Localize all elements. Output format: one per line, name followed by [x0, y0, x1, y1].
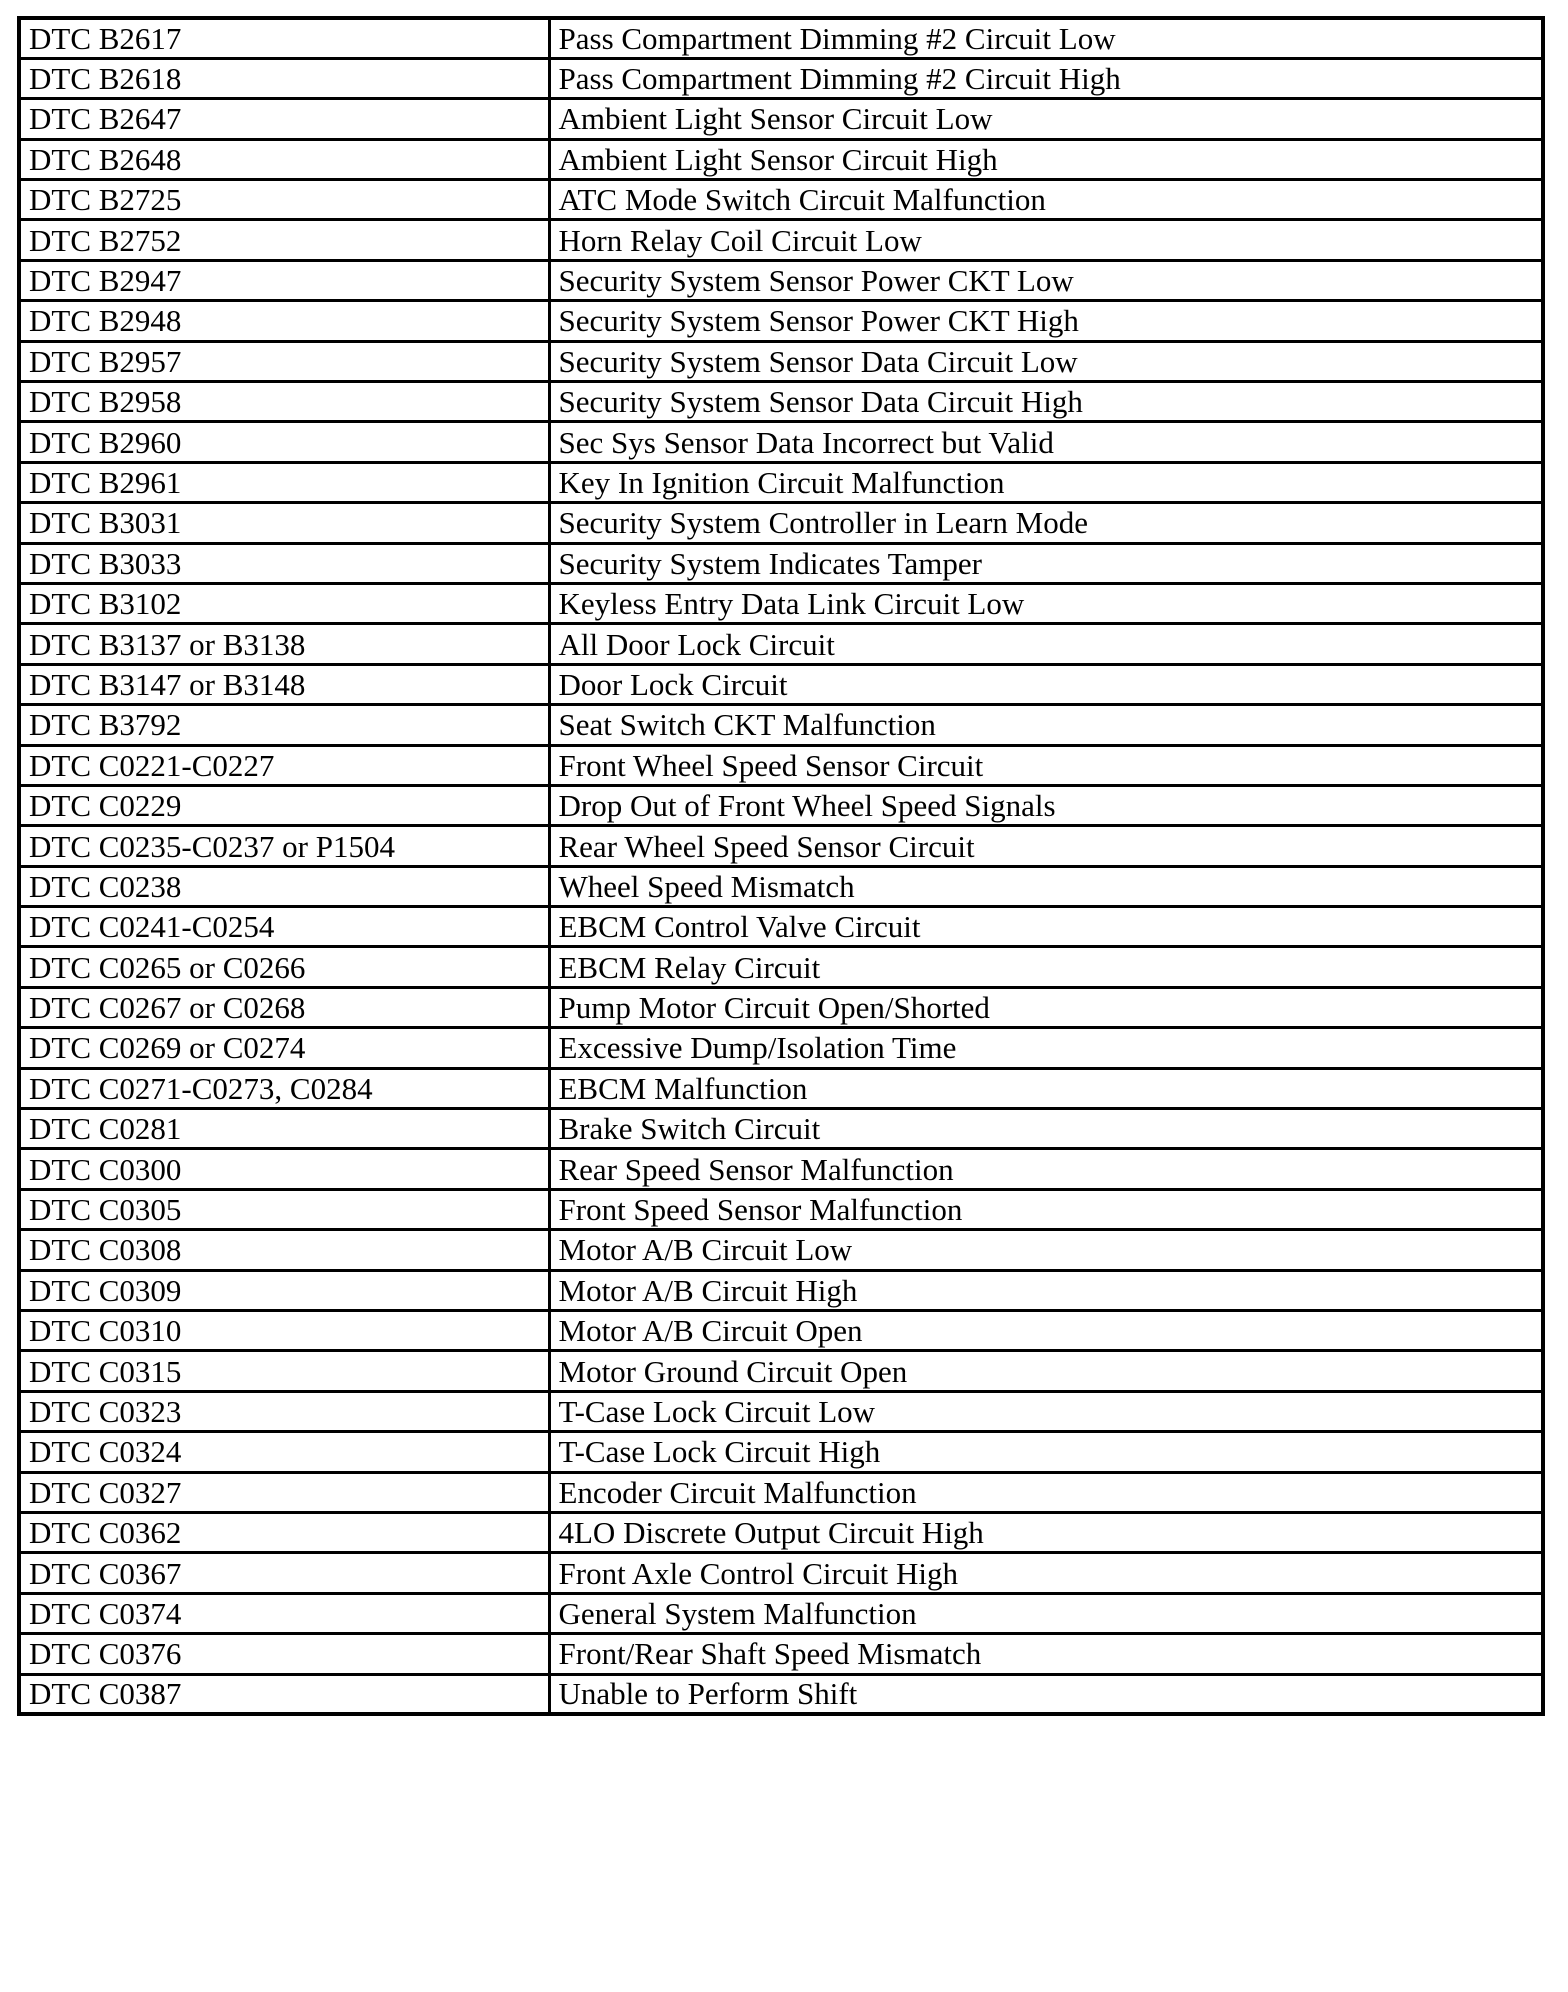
dtc-code-cell: DTC B2648 [19, 139, 549, 179]
dtc-code-cell: DTC C0308 [19, 1230, 549, 1270]
dtc-code-cell: DTC C0310 [19, 1311, 549, 1351]
dtc-description-cell: Unable to Perform Shift [549, 1674, 1543, 1714]
dtc-code-table [17, 16, 1545, 1716]
table-row [19, 664, 1543, 704]
table-row [19, 18, 1543, 58]
dtc-code-cell: DTC C0221-C0227 [19, 745, 549, 785]
dtc-description-cell: General System Malfunction [549, 1593, 1543, 1633]
dtc-description-cell: Front Speed Sensor Malfunction [549, 1189, 1543, 1229]
dtc-code-cell: DTC C0300 [19, 1149, 549, 1189]
dtc-description-cell: Front Wheel Speed Sensor Circuit [549, 745, 1543, 785]
dtc-description-cell: EBCM Malfunction [549, 1068, 1543, 1108]
dtc-code-cell: DTC C0305 [19, 1189, 549, 1229]
dtc-description-cell: Encoder Circuit Malfunction [549, 1472, 1543, 1512]
dtc-code-cell: DTC C0267 or C0268 [19, 987, 549, 1027]
dtc-code-cell: DTC C0376 [19, 1634, 549, 1674]
table-row [19, 422, 1543, 462]
dtc-description-cell: ATC Mode Switch Circuit Malfunction [549, 180, 1543, 220]
dtc-code-cell: DTC C0387 [19, 1674, 549, 1714]
dtc-description-cell: Motor A/B Circuit High [549, 1270, 1543, 1310]
dtc-description-cell: Door Lock Circuit [549, 664, 1543, 704]
dtc-code-cell: DTC B3102 [19, 583, 549, 623]
table-row [19, 1109, 1543, 1149]
table-row [19, 180, 1543, 220]
dtc-code-cell: DTC C0315 [19, 1351, 549, 1391]
table-row [19, 1634, 1543, 1674]
dtc-description-cell: Security System Sensor Power CKT Low [549, 260, 1543, 300]
dtc-code-cell: DTC B2958 [19, 382, 549, 422]
dtc-description-cell: Security System Indicates Tamper [549, 543, 1543, 583]
dtc-code-cell: DTC B2647 [19, 99, 549, 139]
dtc-code-cell: DTC C0309 [19, 1270, 549, 1310]
dtc-code-cell: DTC C0327 [19, 1472, 549, 1512]
table-row [19, 705, 1543, 745]
dtc-description-cell: T-Case Lock Circuit High [549, 1432, 1543, 1472]
table-row [19, 785, 1543, 825]
table-row [19, 1674, 1543, 1714]
dtc-description-cell: Front Axle Control Circuit High [549, 1553, 1543, 1593]
dtc-description-cell: Security System Sensor Power CKT High [549, 301, 1543, 341]
dtc-description-cell: T-Case Lock Circuit Low [549, 1391, 1543, 1431]
dtc-description-cell: Ambient Light Sensor Circuit Low [549, 99, 1543, 139]
table-row [19, 1391, 1543, 1431]
table-row [19, 503, 1543, 543]
table-row [19, 382, 1543, 422]
table-row [19, 99, 1543, 139]
dtc-description-cell: Ambient Light Sensor Circuit High [549, 139, 1543, 179]
dtc-description-cell: Sec Sys Sensor Data Incorrect but Valid [549, 422, 1543, 462]
dtc-code-cell: DTC C0362 [19, 1512, 549, 1552]
dtc-code-cell: DTC B2725 [19, 180, 549, 220]
table-row [19, 826, 1543, 866]
table-row [19, 1432, 1543, 1472]
dtc-code-cell: DTC C0374 [19, 1593, 549, 1633]
table-row [19, 1189, 1543, 1229]
dtc-code-cell: DTC C0241-C0254 [19, 907, 549, 947]
dtc-code-cell: DTC C0235-C0237 or P1504 [19, 826, 549, 866]
dtc-code-cell: DTC B2960 [19, 422, 549, 462]
dtc-code-cell: DTC C0367 [19, 1553, 549, 1593]
dtc-code-cell: DTC B2961 [19, 462, 549, 502]
dtc-code-cell: DTC C0271-C0273, C0284 [19, 1068, 549, 1108]
dtc-description-cell: Keyless Entry Data Link Circuit Low [549, 583, 1543, 623]
dtc-code-cell: DTC B2947 [19, 260, 549, 300]
table-row [19, 1028, 1543, 1068]
dtc-description-cell: EBCM Control Valve Circuit [549, 907, 1543, 947]
table-row [19, 1512, 1543, 1552]
dtc-description-cell: 4LO Discrete Output Circuit High [549, 1512, 1543, 1552]
dtc-description-cell: Pass Compartment Dimming #2 Circuit High [549, 58, 1543, 98]
dtc-code-cell: DTC C0323 [19, 1391, 549, 1431]
dtc-code-cell: DTC C0229 [19, 785, 549, 825]
table-row [19, 1068, 1543, 1108]
dtc-code-cell: DTC C0324 [19, 1432, 549, 1472]
table-row [19, 543, 1543, 583]
table-row [19, 1553, 1543, 1593]
table-row [19, 220, 1543, 260]
dtc-code-cell: DTC B3031 [19, 503, 549, 543]
table-row [19, 1472, 1543, 1512]
table-row [19, 462, 1543, 502]
table-row [19, 301, 1543, 341]
dtc-description-cell: Excessive Dump/Isolation Time [549, 1028, 1543, 1068]
table-row [19, 1351, 1543, 1391]
dtc-description-cell: Pump Motor Circuit Open/Shorted [549, 987, 1543, 1027]
dtc-description-cell: Pass Compartment Dimming #2 Circuit Low [549, 18, 1543, 58]
table-row [19, 907, 1543, 947]
dtc-code-cell: DTC B3147 or B3148 [19, 664, 549, 704]
dtc-description-cell: Security System Controller in Learn Mode [549, 503, 1543, 543]
dtc-description-cell: All Door Lock Circuit [549, 624, 1543, 664]
table-row [19, 1230, 1543, 1270]
dtc-code-cell: DTC B2752 [19, 220, 549, 260]
dtc-code-cell: DTC B3033 [19, 543, 549, 583]
dtc-description-cell: Front/Rear Shaft Speed Mismatch [549, 1634, 1543, 1674]
dtc-description-cell: Rear Speed Sensor Malfunction [549, 1149, 1543, 1189]
dtc-description-cell: Security System Sensor Data Circuit Low [549, 341, 1543, 381]
dtc-description-cell: Wheel Speed Mismatch [549, 866, 1543, 906]
table-row [19, 139, 1543, 179]
dtc-description-cell: Motor A/B Circuit Low [549, 1230, 1543, 1270]
dtc-code-cell: DTC C0265 or C0266 [19, 947, 549, 987]
table-row [19, 58, 1543, 98]
dtc-code-cell: DTC B2957 [19, 341, 549, 381]
table-row [19, 583, 1543, 623]
table-row [19, 745, 1543, 785]
table-row [19, 1311, 1543, 1351]
table-row [19, 987, 1543, 1027]
dtc-description-cell: Drop Out of Front Wheel Speed Signals [549, 785, 1543, 825]
table-row [19, 1593, 1543, 1633]
table-row [19, 1270, 1543, 1310]
dtc-code-cell: DTC B3792 [19, 705, 549, 745]
table-row [19, 341, 1543, 381]
dtc-code-cell: DTC C0238 [19, 866, 549, 906]
table-row [19, 624, 1543, 664]
dtc-description-cell: Horn Relay Coil Circuit Low [549, 220, 1543, 260]
dtc-code-cell: DTC C0269 or C0274 [19, 1028, 549, 1068]
table-row [19, 1149, 1543, 1189]
dtc-description-cell: Motor Ground Circuit Open [549, 1351, 1543, 1391]
dtc-table-body [19, 18, 1543, 1714]
dtc-code-cell: DTC B2618 [19, 58, 549, 98]
dtc-description-cell: Rear Wheel Speed Sensor Circuit [549, 826, 1543, 866]
dtc-description-cell: Motor A/B Circuit Open [549, 1311, 1543, 1351]
table-row [19, 947, 1543, 987]
dtc-code-cell: DTC C0281 [19, 1109, 549, 1149]
dtc-code-cell: DTC B2617 [19, 18, 549, 58]
table-row [19, 866, 1543, 906]
dtc-description-cell: Brake Switch Circuit [549, 1109, 1543, 1149]
table-row [19, 260, 1543, 300]
dtc-code-cell: DTC B3137 or B3138 [19, 624, 549, 664]
dtc-description-cell: Security System Sensor Data Circuit High [549, 382, 1543, 422]
dtc-description-cell: EBCM Relay Circuit [549, 947, 1543, 987]
dtc-description-cell: Key In Ignition Circuit Malfunction [549, 462, 1543, 502]
dtc-description-cell: Seat Switch CKT Malfunction [549, 705, 1543, 745]
dtc-code-cell: DTC B2948 [19, 301, 549, 341]
